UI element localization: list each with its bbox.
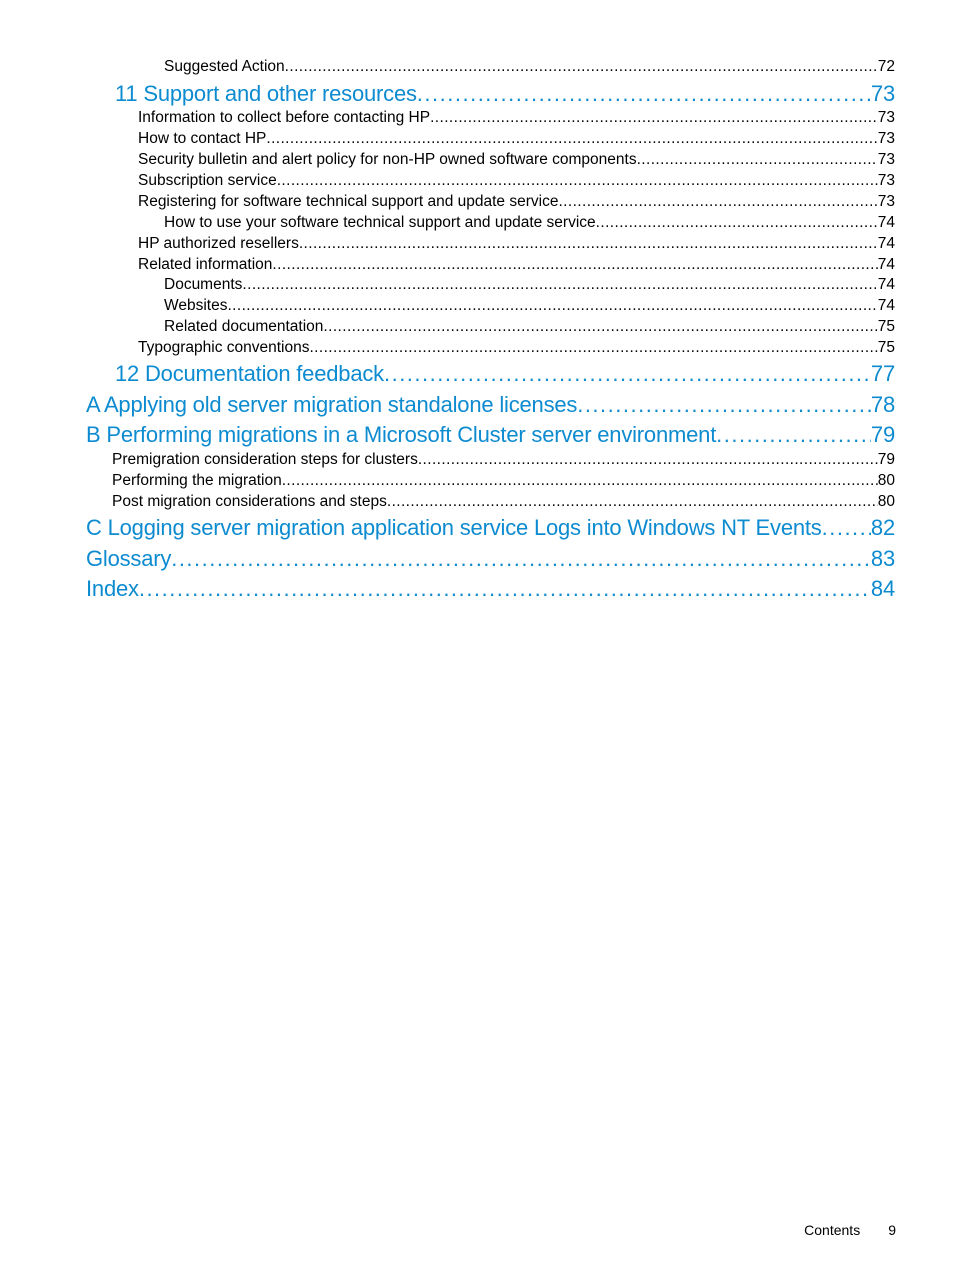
dot-leader: [430, 107, 878, 128]
toc-entry-page: 73: [870, 81, 895, 106]
toc-entry-related-information[interactable]: [138, 254, 895, 275]
dot-leader: [558, 191, 877, 212]
toc-entry-page: 77: [870, 361, 895, 386]
toc-entry-page: 79: [877, 451, 895, 468]
dot-leader: [323, 316, 877, 337]
toc-entry-title: Suggested Action: [164, 58, 285, 75]
toc-entry-title: Websites: [164, 297, 228, 314]
toc-entry-suggested-action[interactable]: [164, 56, 895, 77]
dot-leader: [272, 254, 877, 275]
toc-entry-title: Registering for software technical support and update service: [138, 193, 559, 210]
toc-entry-page: 74: [877, 256, 895, 273]
toc-entry-subscription-service[interactable]: [138, 170, 895, 191]
toc-entry-title: 12 Documentation feedback: [115, 361, 384, 386]
dot-leader: [387, 491, 878, 512]
footer-page-number: 9: [888, 1222, 896, 1238]
toc-entry-page: 74: [877, 214, 895, 231]
toc-entry-page: 73: [877, 151, 895, 168]
toc-entry-title: Information to collect before contacting HP: [138, 109, 431, 126]
toc-entry-page: 73: [877, 193, 895, 210]
toc-entry-page: 75: [877, 339, 895, 356]
toc-entry-registering[interactable]: [138, 191, 895, 212]
toc-entry-how-to-contact-hp[interactable]: [138, 128, 895, 149]
toc-entry-hp-authorized-resellers[interactable]: [138, 233, 895, 254]
toc-entry-page: 84: [870, 576, 895, 601]
toc-chapter-11[interactable]: [115, 79, 895, 109]
toc-entry-page: 74: [877, 235, 895, 252]
footer-section-label: Contents: [804, 1222, 861, 1238]
toc-entry-title: Index: [86, 576, 139, 601]
toc-entry-title: Related documentation: [164, 318, 324, 335]
toc-entry-title: Subscription service: [138, 172, 277, 189]
toc-entry-page: 83: [870, 546, 895, 571]
toc-entry-page: 80: [877, 493, 895, 510]
toc-entry-page: 74: [877, 276, 895, 293]
dot-leader: [285, 56, 878, 77]
dot-leader: [266, 128, 877, 149]
toc-entry-information-to-collect[interactable]: [138, 107, 895, 128]
toc-entry-page: 72: [877, 58, 895, 75]
dot-leader: [596, 212, 878, 233]
toc-appendix-c[interactable]: [86, 513, 895, 543]
dot-leader: [637, 149, 878, 170]
toc-entry-title: Typographic conventions: [138, 339, 310, 356]
toc-entry-title: Premigration consideration steps for clusters: [112, 451, 418, 468]
toc-entry-page: 78: [870, 392, 895, 417]
toc-entry-title: HP authorized resellers: [138, 235, 299, 252]
toc-entry-title: B Performing migrations in a Microsoft Cluster server environment: [86, 422, 717, 447]
toc-entry-title: How to use your software technical support and update service: [164, 214, 596, 231]
dot-leader: [418, 449, 878, 470]
dot-leader: [299, 233, 878, 254]
toc-entry-performing-migration[interactable]: [112, 470, 895, 491]
toc-index[interactable]: [86, 574, 895, 604]
dot-leader: [227, 295, 877, 316]
page-footer: [804, 1222, 896, 1238]
toc-entry-page: 74: [877, 297, 895, 314]
dot-leader: [309, 337, 877, 358]
toc-entry-title: Related information: [138, 256, 273, 273]
dot-leader: [417, 79, 871, 109]
toc-entry-documents[interactable]: [164, 274, 895, 295]
toc-entry-title: Post migration considerations and steps: [112, 493, 387, 510]
toc-entry-premigration[interactable]: [112, 449, 895, 470]
toc-chapter-12[interactable]: [115, 359, 895, 389]
dot-leader: [282, 470, 878, 491]
toc-entry-page: 73: [877, 172, 895, 189]
dot-leader: [242, 274, 877, 295]
toc-entry-page: 80: [877, 472, 895, 489]
toc-glossary[interactable]: [86, 544, 895, 574]
toc-entry-page: 75: [877, 318, 895, 335]
toc-entry-page: 79: [870, 422, 895, 447]
dot-leader: [822, 513, 871, 543]
dot-leader: [384, 359, 871, 389]
toc-entry-title: Security bulletin and alert policy for non-HP owned software components: [138, 151, 637, 168]
toc-entry-title: 11 Support and other resources: [115, 81, 417, 106]
toc-entry-page: 73: [877, 130, 895, 147]
toc-entry-related-documentation[interactable]: [164, 316, 895, 337]
toc-entry-post-migration[interactable]: [112, 491, 895, 512]
toc-entry-typographic-conventions[interactable]: [138, 337, 895, 358]
toc-entry-security-bulletin[interactable]: [138, 149, 895, 170]
toc-appendix-b[interactable]: [86, 420, 895, 450]
toc-appendix-a[interactable]: [86, 390, 895, 420]
toc-entry-title: Glossary: [86, 546, 172, 571]
toc-entry-websites[interactable]: [164, 295, 895, 316]
toc-entry-page: 82: [870, 515, 895, 540]
toc-entry-title: Documents: [164, 276, 243, 293]
dot-leader: [577, 390, 871, 420]
toc-entry-how-to-use[interactable]: [164, 212, 895, 233]
dot-leader: [139, 574, 871, 604]
toc-entry-page: 73: [877, 109, 895, 126]
dot-leader: [716, 420, 871, 450]
toc-entry-title: C Logging server migration application service Logs into Windows NT Events: [86, 515, 822, 540]
toc-entry-title: A Applying old server migration standalone licenses: [86, 392, 578, 417]
toc-entry-title: How to contact HP: [138, 130, 267, 147]
toc-entry-title: Performing the migration: [112, 472, 282, 489]
dot-leader: [277, 170, 878, 191]
dot-leader: [171, 544, 871, 574]
